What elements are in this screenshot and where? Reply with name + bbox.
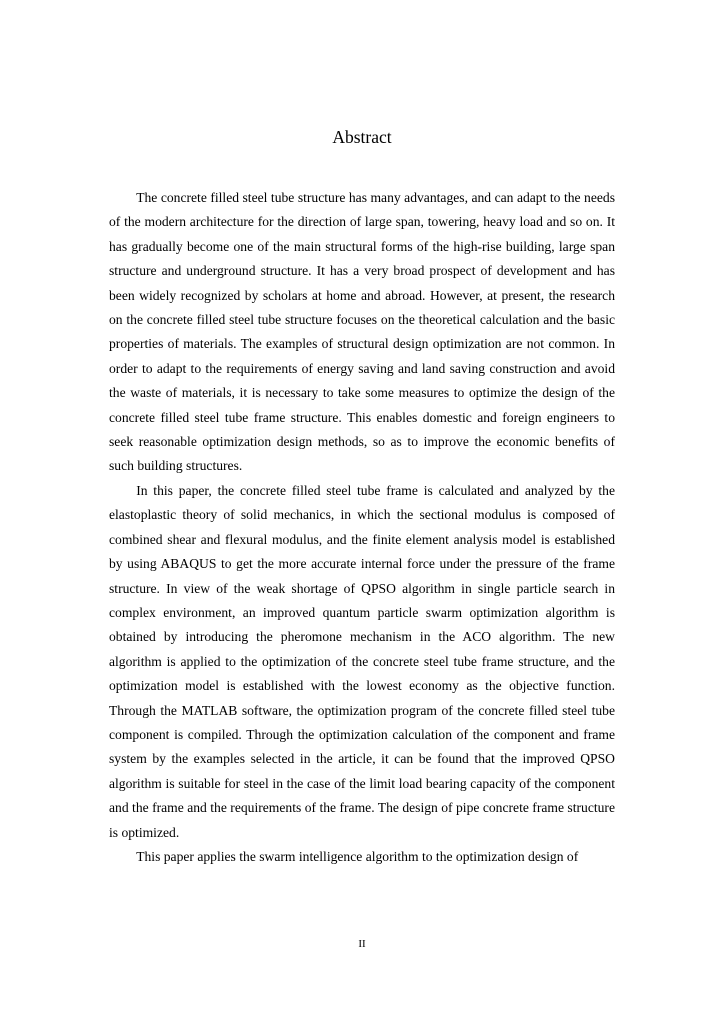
page-number: II	[358, 938, 366, 950]
abstract-body	[109, 186, 615, 869]
abstract-title: Abstract	[332, 127, 392, 147]
abstract-paragraph-1: The concrete filled steel tube structure has many advantages, and can adapt to the needs of the modern architecture for the direction of large span, towering, heavy load and so on. It has gradually become one of the main structural forms of the high-rise building, large span structure and underground structure. It has a very broad prospect of development and has been widely recognized by scholars at home and abroad. However, at present, the research on the concrete filled steel tube structure focuses on the theoretical calculation and the basic properties of materials. The examples of structural design optimization are not common. In order to adapt to the requirements of energy saving and land saving construction and avoid the waste of materials, it is necessary to take some measures to optimize the design of the concrete filled steel tube frame structure. This enables domestic and foreign engineers to seek reasonable optimization design methods, so as to improve the economic benefits of such building structures.	[109, 190, 615, 474]
abstract-paragraph-2: In this paper, the concrete filled steel tube frame is calculated and analyzed by the elastoplastic theory of solid mechanics, in which the sectional modulus is composed of combined shear and flexural modulus, and the finite element analysis model is established by using ABAQUS to get the more accurate internal force under the pressure of the frame structure. In view of the weak shortage of QPSO algorithm in single particle search in complex environment, an improved quantum particle swarm optimization algorithm is obtained by introducing the pheromone mechanism in the ACO algorithm. The new algorithm is applied to the optimization of the concrete steel tube frame structure, and the optimization model is established with the lowest economy as the objective function. Through the MATLAB software, the optimization program of the concrete filled steel tube component is compiled. Through the optimization calculation of the component and frame system by the examples selected in the article, it can be found that the improved QPSO algorithm is suitable for steel in the case of the limit load bearing capacity of the component and the frame and the requirements of the frame. The design of pipe concrete frame structure is optimized.	[109, 482, 615, 840]
abstract-paragraph-3: This paper applies the swarm intelligence algorithm to the optimization design of	[136, 848, 579, 864]
